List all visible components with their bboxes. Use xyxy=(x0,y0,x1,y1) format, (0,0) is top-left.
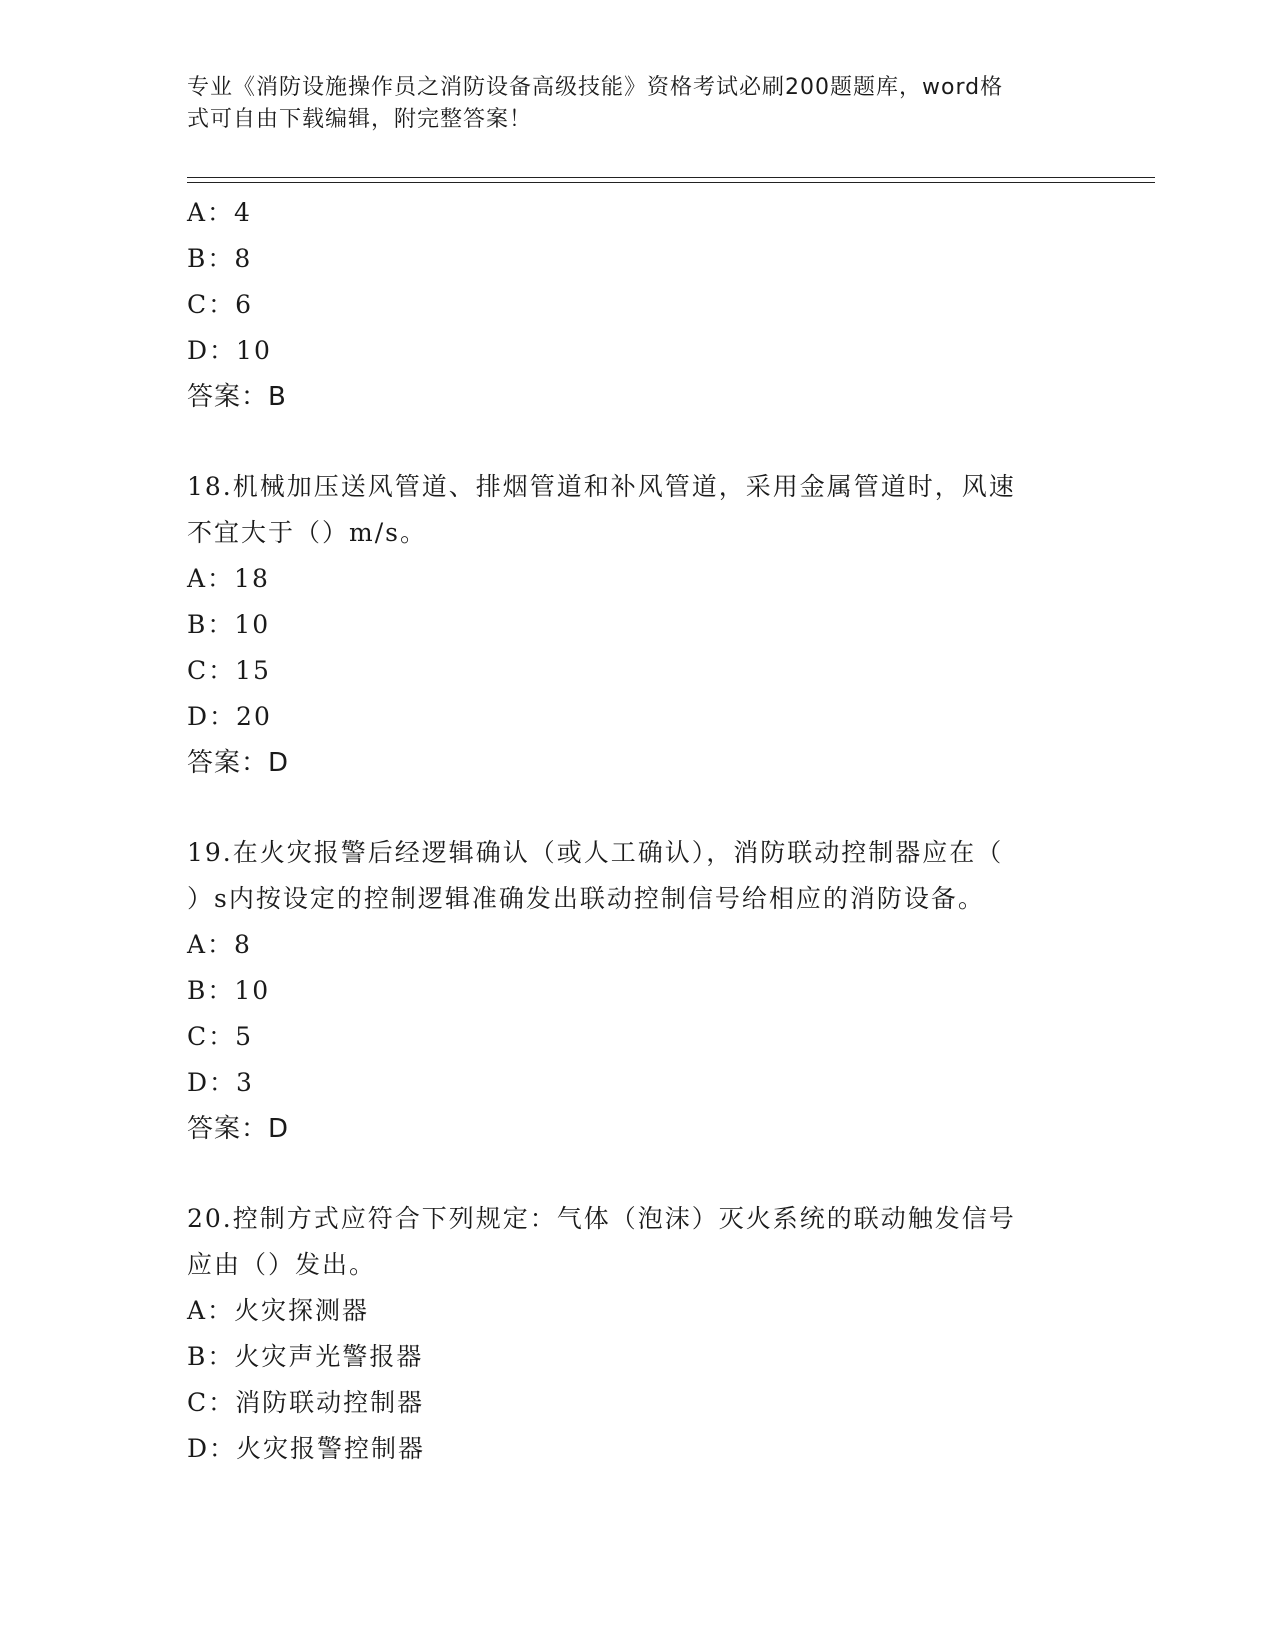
question-text-line: 不宜大于（）m/s。 xyxy=(187,518,427,547)
option-d: D：20 xyxy=(187,702,272,731)
option-b: B：10 xyxy=(187,610,271,639)
question-list xyxy=(187,190,1087,1472)
option-d: D：10 xyxy=(187,336,272,365)
question-text-line: 应由（）发出。 xyxy=(187,1250,377,1279)
question-text-line: 20.控制方式应符合下列规定：气体（泡沫）灭火系统的联动触发信号 xyxy=(187,1204,1016,1233)
option-d: D：3 xyxy=(187,1068,254,1097)
option-c: C：6 xyxy=(187,290,254,319)
question-18 xyxy=(187,464,1087,786)
header-line-2: 式可自由下载编辑，附完整答案！ xyxy=(187,107,533,132)
option-c: C：消防联动控制器 xyxy=(187,1388,425,1417)
answer-line: 答案：D xyxy=(187,1114,290,1144)
question-text-line: 18.机械加压送风管道、排烟管道和补风管道，采用金属管道时，风速 xyxy=(187,472,1016,501)
answer-line: 答案：B xyxy=(187,382,287,412)
option-c: C：5 xyxy=(187,1022,254,1051)
option-c: C：15 xyxy=(187,656,271,685)
header-divider-top xyxy=(187,177,1155,178)
question-19 xyxy=(187,830,1087,1152)
option-a: A：火灾探测器 xyxy=(187,1296,370,1325)
question-text-line: ）s内按设定的控制逻辑准确发出联动控制信号给相应的消防设备。 xyxy=(187,884,985,913)
option-a: A：8 xyxy=(187,930,252,959)
document-header xyxy=(187,72,1067,136)
option-b: B：8 xyxy=(187,244,253,273)
question-text-line: 19.在火灾报警后经逻辑确认（或人工确认），消防联动控制器应在（ xyxy=(187,838,1004,867)
header-line-1: 专业《消防设施操作员之消防设备高级技能》资格考试必刷200题题库，word格 xyxy=(187,75,1004,100)
option-b: B：10 xyxy=(187,976,271,1005)
option-d: D：火灾报警控制器 xyxy=(187,1434,426,1463)
question-20 xyxy=(187,1196,1087,1472)
option-a: A：4 xyxy=(187,198,252,227)
option-b: B：火灾声光警报器 xyxy=(187,1342,424,1371)
answer-line: 答案：D xyxy=(187,748,290,778)
question-17-continued xyxy=(187,190,1087,420)
option-a: A：18 xyxy=(187,564,270,593)
header-divider-bottom xyxy=(187,182,1155,183)
